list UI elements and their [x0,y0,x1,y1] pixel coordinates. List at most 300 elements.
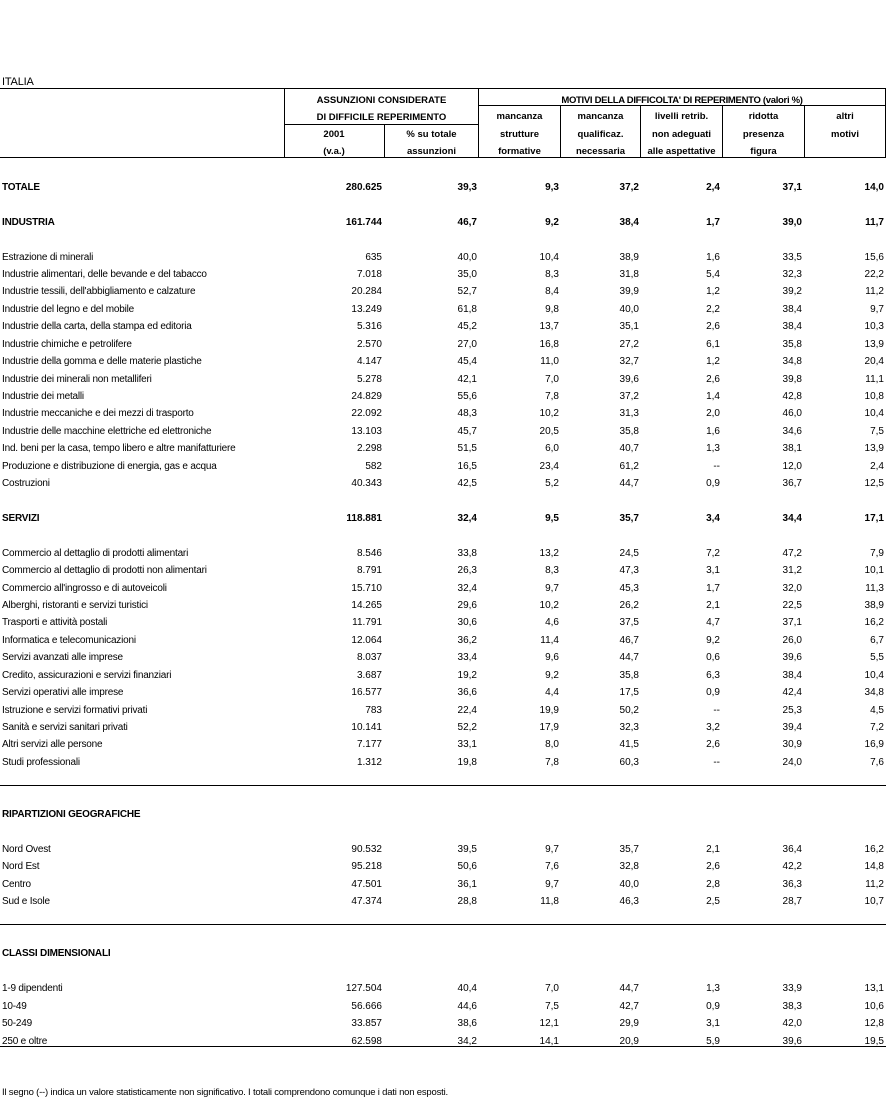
row-cell: 4,6 [545,617,559,628]
row-cell: 32,3 [782,269,802,280]
row-cell: 1,3 [706,983,720,994]
row-cell: 1,2 [706,286,720,297]
row-cell: 9,7 [545,844,559,855]
table-row [0,285,886,302]
row-cell: 15,6 [864,252,884,263]
col-header-line: alle aspettative [647,146,716,157]
row-cell: 42,0 [782,1018,802,1029]
col-header-line: assunzioni [406,146,457,157]
row-cell: 33,5 [782,252,802,263]
row-cell: 42,5 [457,478,477,489]
row-label: Alberghi, ristoranti e servizi turistici [2,600,148,611]
row-cell: 10,1 [864,565,884,576]
row-cell: 8,3 [545,269,559,280]
row-cell: 27,0 [457,339,477,350]
row-cell: 8.791 [356,565,382,576]
table-row [0,756,886,773]
row-cell: 37,2 [619,182,639,193]
row-cell: 39,6 [619,374,639,385]
row-cell: 20,5 [539,426,559,437]
row-cell: 39,9 [619,286,639,297]
group-header-hires [284,112,479,123]
row-cell: 60,3 [619,757,639,768]
row-cell: 8.546 [356,548,382,559]
col-header-line: ridotta [748,111,779,122]
row-label: Sanità e servizi sanitari privati [2,722,128,733]
row-cell: 42,7 [619,1001,639,1012]
col-header-line: presenza [742,129,785,140]
row-cell: 40,7 [619,443,639,454]
row-cell: 45,2 [457,321,477,332]
row-cell: 22.092 [351,408,382,419]
row-label: Industrie dei metalli [2,391,84,402]
row-label: Studi professionali [2,757,80,768]
row-cell: 37,1 [782,182,802,193]
row-cell: 2.570 [356,339,382,350]
row-cell: 52,7 [457,286,477,297]
row-cell: 16,8 [539,339,559,350]
row-cell: 34,6 [782,426,802,437]
row-label: Servizi operativi alle imprese [2,687,124,698]
row-cell: 4,4 [545,687,559,698]
row-cell: 36,4 [782,844,802,855]
table-row [0,808,886,825]
row-cell: 6,1 [706,339,720,350]
row-label: Industrie della gomma e delle materie plastiche [2,356,202,367]
table-row [0,895,886,912]
col-header-line: non adeguati [651,129,712,140]
row-cell: 10,7 [864,896,884,907]
row-cell: 39,8 [782,374,802,385]
row-label: Centro [2,879,31,890]
row-cell: 39,4 [782,722,802,733]
col-header-line: motivi [831,129,859,140]
row-cell: 1,7 [706,217,720,228]
row-cell: 13,1 [864,983,884,994]
row-label: 250 e oltre [2,1036,48,1047]
row-cell: 36,6 [457,687,477,698]
table-row [0,390,886,407]
col-header-line: % su totale [406,129,457,140]
row-cell: 35,8 [619,670,639,681]
row-cell: 42,8 [782,391,802,402]
row-cell: 39,2 [782,286,802,297]
row-cell: 10,2 [539,408,559,419]
row-cell: 24.829 [351,391,382,402]
row-cell: 44,7 [619,652,639,663]
row-cell: 25,3 [782,705,802,716]
region-title: ITALIA [2,76,34,88]
row-cell: 10,6 [864,1001,884,1012]
col-header-pct [384,129,479,157]
table-row [0,425,886,442]
row-cell: 22,5 [782,600,802,611]
row-cell: 28,8 [457,896,477,907]
row-label: Industrie tessili, dell'abbigliamento e calzature [2,286,196,297]
row-cell: 2,6 [706,321,720,332]
row-cell: 2,6 [706,374,720,385]
row-label: Commercio al dettaglio di prodotti alimentari [2,548,189,559]
row-label: Nord Ovest [2,844,51,855]
row-cell: 17,5 [619,687,639,698]
row-cell: 33,4 [457,652,477,663]
row-cell: 44,6 [457,1001,477,1012]
row-label: Nord Est [2,861,40,872]
row-cell: 783 [365,705,382,716]
table-row [0,947,886,964]
row-cell: 5,9 [706,1036,720,1047]
row-cell: 7,8 [545,757,559,768]
row-cell: 47,3 [619,565,639,576]
row-cell: 10,2 [539,600,559,611]
row-cell: 38,4 [782,304,802,315]
col-header-strutture [478,111,561,157]
table-row [0,599,886,616]
col-header-line: (v.a.) [323,146,345,157]
group-header-line: DI DIFFICILE REPERIMENTO [316,112,447,123]
col-header-line: altri [836,111,854,122]
row-label: Industrie delle macchine elettriche ed elettroniche [2,426,212,437]
row-label: Commercio al dettaglio di prodotti non alimentari [2,565,207,576]
row-cell: 11,3 [865,583,884,594]
row-cell: 9,7 [545,879,559,890]
row-cell: 2,2 [706,304,720,315]
row-cell: 2,4 [706,182,720,193]
row-cell: 13,9 [864,339,884,350]
table-row [0,407,886,424]
row-cell: 37,1 [782,617,802,628]
row-cell: 0,9 [706,478,720,489]
row-label: Costruzioni [2,478,50,489]
row-cell: 30,6 [457,617,477,628]
row-cell: 32,7 [619,356,639,367]
row-cell: 11,2 [865,879,884,890]
row-cell: 61,2 [619,461,639,472]
row-cell: 22,2 [864,269,884,280]
row-cell: 7,5 [545,1001,559,1012]
row-cell: 2,5 [706,896,720,907]
row-cell: 11,7 [865,217,884,228]
row-cell: 95.218 [351,861,382,872]
row-cell: 45,4 [457,356,477,367]
table-row [0,582,886,599]
row-cell: 38,9 [619,252,639,263]
row-cell: 11,4 [540,635,559,646]
row-label: 50-249 [2,1018,32,1029]
row-label: 1-9 dipendenti [2,983,63,994]
row-label: Industrie meccaniche e dei mezzi di trasporto [2,408,194,419]
row-cell: 37,2 [619,391,639,402]
section-divider [0,924,886,925]
row-cell: 38,1 [782,443,802,454]
col-header-line: formative [498,146,541,157]
row-cell: 42,4 [782,687,802,698]
row-cell: 32,8 [619,861,639,872]
table-row [0,738,886,755]
row-cell: 36,1 [457,879,477,890]
row-cell: 56.666 [351,1001,382,1012]
col-header-line: strutture [499,129,540,140]
row-cell: 19,5 [864,1036,884,1047]
row-cell: 47.374 [351,896,382,907]
row-cell: 3,2 [706,722,720,733]
row-cell: 20,9 [619,1036,639,1047]
divider [284,124,478,125]
row-cell: 20,4 [864,356,884,367]
row-label: CLASSI DIMENSIONALI [2,948,111,959]
row-cell: 11.791 [352,617,382,628]
row-cell: 11,1 [865,374,884,385]
table-row [0,721,886,738]
row-cell: 34,8 [782,356,802,367]
table-row [0,634,886,651]
row-label: Industrie del legno e del mobile [2,304,135,315]
row-cell: 52,2 [457,722,477,733]
row-cell: 16,2 [864,617,884,628]
row-cell: 32,4 [457,513,477,524]
row-cell: 12,8 [864,1018,884,1029]
row-cell: 2.298 [356,443,382,454]
row-label: Informatica e telecomunicazioni [2,635,136,646]
row-cell: 10,4 [539,252,559,263]
row-cell: 5.316 [356,321,382,332]
row-cell: 26,0 [782,635,802,646]
row-label: Credito, assicurazioni e servizi finanziari [2,670,172,681]
row-cell: 9,7 [870,304,884,315]
table-row [0,1000,886,1017]
row-cell: 31,3 [619,408,639,419]
row-cell: 1.312 [356,757,382,768]
row-cell: 13.103 [351,426,382,437]
row-cell: 50,6 [457,861,477,872]
row-cell: 13.249 [351,304,382,315]
group-header-hires [284,95,479,106]
row-cell: 2,1 [706,844,720,855]
table-row [0,1017,886,1034]
row-label: 10-49 [2,1001,27,1012]
row-cell: 17,9 [539,722,559,733]
region-underline [0,88,886,89]
row-cell: 41,5 [619,739,639,750]
row-cell: 12,1 [539,1018,559,1029]
table-row [0,355,886,372]
row-cell: 14.265 [351,600,382,611]
col-header-line: 2001 [323,129,345,140]
row-cell: 30,9 [782,739,802,750]
row-cell: 11,2 [865,286,884,297]
row-label: Servizi avanzati alle imprese [2,652,123,663]
row-cell: 7,6 [545,861,559,872]
row-cell: 2,6 [706,861,720,872]
row-cell: 635 [365,252,382,263]
row-label: Produzione e distribuzione di energia, gas e acqua [2,461,217,472]
row-label: Altri servizi alle persone [2,739,103,750]
row-cell: 28,7 [782,896,802,907]
row-cell: 19,9 [539,705,559,716]
table-row [0,616,886,633]
row-cell: 36,7 [782,478,802,489]
row-cell: 35,8 [619,426,639,437]
row-cell: 17,1 [864,513,884,524]
table-row [0,338,886,355]
row-cell: 45,7 [457,426,477,437]
row-cell: 10,8 [864,391,884,402]
row-label: INDUSTRIA [2,217,55,228]
col-header-line: mancanza [496,111,543,122]
table-row [0,669,886,686]
group-header-line: ASSUNZIONI CONSIDERATE [316,95,447,106]
row-cell: 7,0 [545,374,559,385]
row-cell: 2,0 [706,408,720,419]
row-cell: 3,1 [706,565,720,576]
row-cell: 1,4 [706,391,720,402]
table-row [0,982,886,999]
row-cell: 7.177 [356,739,382,750]
row-cell: 1,7 [706,583,720,594]
table-row [0,216,886,233]
row-cell: 33,9 [782,983,802,994]
row-cell: 5,4 [706,269,720,280]
row-cell: 62.598 [351,1036,382,1047]
row-label: TOTALE [2,182,40,193]
row-cell: 11,0 [540,356,559,367]
row-cell: 7.018 [356,269,382,280]
row-cell: 7,5 [870,426,884,437]
row-cell: 46,3 [619,896,639,907]
section-divider [0,785,886,786]
row-cell: 34,8 [864,687,884,698]
col-header-line: qualificaz. [577,129,624,140]
row-cell: 33.857 [351,1018,382,1029]
row-cell: 19,2 [457,670,477,681]
table-row [0,512,886,529]
row-cell: 29,6 [457,600,477,611]
row-cell: 10,4 [864,408,884,419]
row-cell: 10,4 [864,670,884,681]
table-row [0,251,886,268]
row-cell: 38,4 [782,321,802,332]
row-cell: 26,3 [457,565,477,576]
col-header-line: mancanza [577,111,624,122]
row-label: Industrie della carta, della stampa ed editoria [2,321,192,332]
row-cell: 15.710 [351,583,382,594]
row-cell: 11,8 [540,896,559,907]
row-cell: 9,2 [706,635,720,646]
row-cell: 40,0 [619,304,639,315]
row-cell: 3,1 [706,1018,720,1029]
row-cell: 44,7 [619,983,639,994]
row-cell: 0,9 [706,1001,720,1012]
table-row [0,547,886,564]
row-cell: 37,5 [619,617,639,628]
row-cell: 50,2 [619,705,639,716]
row-cell: 35,7 [619,844,639,855]
row-cell: 2,6 [706,739,720,750]
row-cell: 9,6 [545,652,559,663]
row-label: Industrie dei minerali non metalliferi [2,374,152,385]
row-cell: 0,6 [706,652,720,663]
row-cell: 3.687 [356,670,382,681]
row-cell: 39,0 [782,217,802,228]
row-cell: 32,0 [782,583,802,594]
row-cell: 39,6 [782,652,802,663]
row-cell: 40,0 [619,879,639,890]
table-row [0,878,886,895]
row-cell: 7,8 [545,391,559,402]
row-cell: 61,8 [457,304,477,315]
row-cell: 13,7 [539,321,559,332]
row-label: Ind. beni per la casa, tempo libero e altre manifatturiere [2,443,236,454]
row-cell: 9,5 [545,513,559,524]
row-cell: 46,7 [619,635,639,646]
row-cell: 4,5 [870,705,884,716]
row-cell: 10,3 [864,321,884,332]
row-cell: 32,4 [457,583,477,594]
row-cell: 35,0 [457,269,477,280]
row-cell: 9,8 [545,304,559,315]
group-header-line: MOTIVI DELLA DIFFICOLTA' DI REPERIMENTO (valori %) [561,95,803,106]
row-cell: 42,1 [457,374,477,385]
row-cell: 34,4 [782,513,802,524]
table-row [0,860,886,877]
col-header-line: livelli retrib. [654,111,709,122]
row-cell: 47,2 [782,548,802,559]
group-header-reasons [478,95,886,106]
row-cell: 14,8 [864,861,884,872]
table-row [0,477,886,494]
row-cell: 27,2 [619,339,639,350]
row-cell: 42,2 [782,861,802,872]
row-cell: 4.147 [356,356,382,367]
row-cell: 16,2 [864,844,884,855]
row-cell: 24,5 [619,548,639,559]
row-cell: 36,3 [782,879,802,890]
row-cell: 280.625 [345,182,382,193]
col-header-altri [804,111,886,140]
row-cell: 13,2 [539,548,559,559]
row-cell: 16,9 [864,739,884,750]
row-cell: 13,9 [864,443,884,454]
row-cell: 51,5 [457,443,477,454]
row-label: Commercio all'ingrosso e di autoveicoli [2,583,167,594]
footnote: Il segno (--) indica un valore statisticamente non significativo. I totali comprendono comunque i dati non esposti. [2,1087,448,1098]
row-label: Sud e Isole [2,896,50,907]
row-label: Industrie alimentari, delle bevande e del tabacco [2,269,207,280]
row-cell: 6,0 [545,443,559,454]
table-row [0,181,886,198]
row-cell: 32,3 [619,722,639,733]
row-cell: -- [713,705,720,716]
col-header-line: figura [750,146,777,157]
row-cell: 16,5 [457,461,477,472]
row-cell: 35,7 [619,513,639,524]
table-row [0,460,886,477]
col-header-2001 [284,129,384,157]
row-cell: 3,4 [706,513,720,524]
table-row [0,268,886,285]
row-cell: 8.037 [356,652,382,663]
row-cell: 14,0 [864,182,884,193]
row-cell: 5,5 [870,652,884,663]
row-cell: 7,0 [545,983,559,994]
row-cell: 7,6 [870,757,884,768]
row-cell: 5.278 [356,374,382,385]
row-cell: 8,3 [545,565,559,576]
row-cell: 9,3 [545,182,559,193]
table-row [0,373,886,390]
row-cell: 39,5 [457,844,477,855]
row-cell: 14,1 [539,1036,559,1047]
